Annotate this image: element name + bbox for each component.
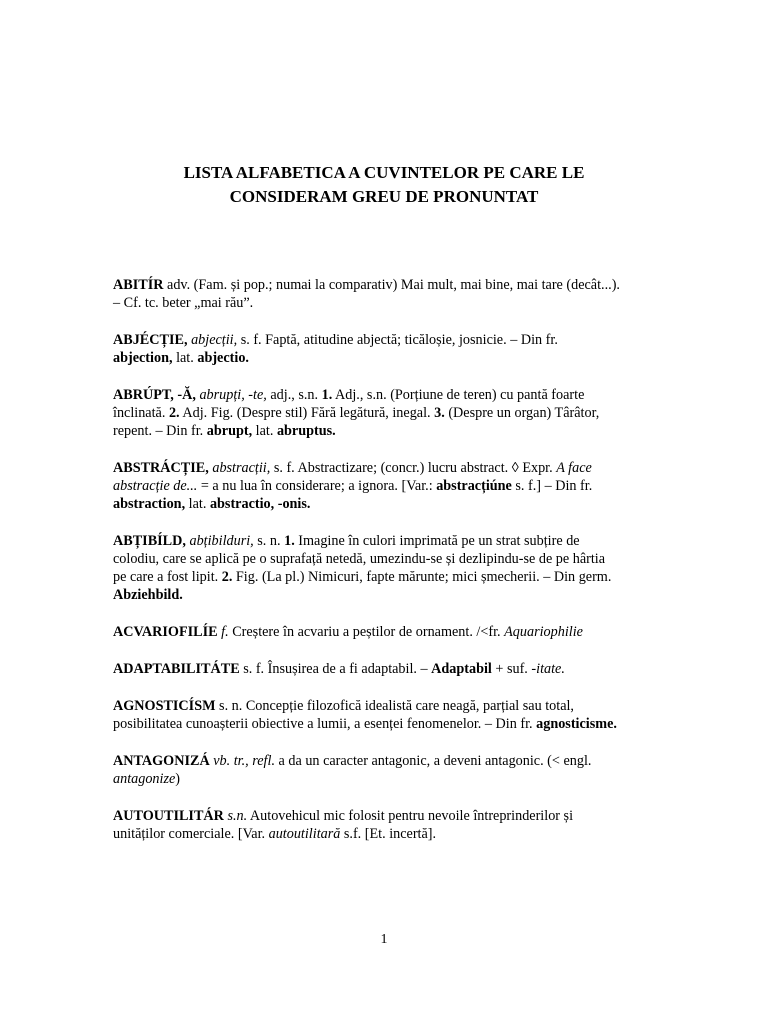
- page-title: [0, 161, 768, 209]
- entry-italic-text: abjecții,: [191, 332, 238, 348]
- entry-bold-text: ACVARIOFILÍE: [113, 624, 218, 640]
- entry-bold-text: ANTAGONIZÁ: [113, 753, 210, 769]
- entry-line: [113, 276, 653, 294]
- dictionary-entry: [113, 623, 653, 641]
- entry-bold-text: AGNOSTICÍSM: [113, 698, 216, 714]
- entry-bold-text: ABITÍR: [113, 277, 164, 293]
- entry-line: [113, 404, 653, 422]
- entry-bold-text: 2.: [221, 569, 233, 585]
- entry-italic-text: -itate.: [531, 661, 565, 677]
- entry-italic-text: abstracție de...: [113, 478, 198, 494]
- entry-text: = a nu lua în considerare; a ignora. [Var.:: [197, 478, 437, 494]
- entry-text: s.f. [Et. incertă].: [340, 826, 437, 842]
- dictionary-entry: [113, 807, 653, 843]
- dictionary-entry: [113, 752, 653, 788]
- entry-line: [113, 422, 653, 440]
- entry-text: s. f. Abstractizare; (concr.) lucru abstract. ◊ Expr.: [270, 460, 557, 476]
- entry-bold-text: 1.: [321, 387, 333, 403]
- dictionary-entry-list: [113, 276, 653, 862]
- entry-line: [113, 623, 653, 641]
- entry-line: [113, 386, 653, 404]
- entry-bold-text: agnosticisme.: [536, 716, 617, 732]
- entry-bold-text: abstracțiúne: [436, 478, 512, 494]
- entry-text: colodiu, care se aplică pe o suprafață netedă, umezindu-se și dezlipindu-se de pe hârtia: [113, 551, 606, 567]
- entry-text: înclinată.: [113, 405, 169, 421]
- dictionary-entry: [113, 331, 653, 367]
- entry-text: – Cf. tc. beter „mai rău”.: [113, 295, 254, 311]
- dictionary-entry: [113, 660, 653, 678]
- page-title-line-2: CONSIDERAM GREU DE PRONUNTAT: [229, 187, 539, 206]
- entry-text: + suf.: [491, 661, 532, 677]
- entry-text: adv. (Fam. și pop.; numai la comparativ) Mai mult, mai bine, mai tare (decât...).: [163, 277, 620, 293]
- entry-line: [113, 459, 653, 477]
- entry-line: [113, 697, 653, 715]
- entry-bold-text: ABSTRÁCȚIE,: [113, 460, 209, 476]
- entry-italic-text: autoutilitară: [268, 826, 341, 842]
- entry-text: (Despre un organ) Târâtor,: [444, 405, 600, 421]
- dictionary-entry: [113, 532, 653, 604]
- entry-bold-text: abstraction,: [113, 496, 186, 512]
- entry-bold-text: abruptus.: [276, 423, 336, 439]
- entry-bold-text: Adaptabil: [431, 661, 492, 677]
- entry-text: Creștere în acvariu a peștilor de ornament. /<fr.: [228, 624, 505, 640]
- entry-bold-text: abstractio, -onis.: [209, 496, 311, 512]
- entry-bold-text: ABJÉCȚIE,: [113, 332, 188, 348]
- entry-text: Adj. Fig. (Despre stil) Fără legătură, inegal.: [179, 405, 435, 421]
- dictionary-entry: [113, 459, 653, 513]
- entry-bold-text: ABRÚPT, -Ă,: [113, 387, 196, 403]
- entry-italic-text: A face: [556, 460, 592, 476]
- entry-text: adj., s.n.: [266, 387, 322, 403]
- entry-text: a da un caracter antagonic, a deveni antagonic. (< engl.: [275, 753, 592, 769]
- entry-bold-text: 2.: [168, 405, 180, 421]
- entry-line: [113, 752, 653, 770]
- entry-bold-text: ADAPTABILITÁTE: [113, 661, 240, 677]
- dictionary-entry: [113, 276, 653, 312]
- dictionary-entry: [113, 386, 653, 440]
- entry-line: [113, 532, 653, 550]
- entry-line: [113, 825, 653, 843]
- entry-text: pe care a fost lipit.: [113, 569, 222, 585]
- entry-text: s. n. Concepție filozofică idealistă care neagă, parțial sau total,: [215, 698, 574, 714]
- entry-italic-text: vb. tr., refl.: [213, 753, 275, 769]
- entry-line: [113, 477, 653, 495]
- entry-text: s. f.] – Din fr.: [511, 478, 593, 494]
- entry-line: [113, 770, 653, 788]
- entry-line: [113, 550, 653, 568]
- entry-bold-text: abjectio.: [197, 350, 249, 366]
- entry-text: lat.: [185, 496, 210, 512]
- entry-line: [113, 807, 653, 825]
- entry-text: s. n.: [253, 533, 285, 549]
- entry-text: Imagine în culori imprimată pe un strat subțire de: [294, 533, 580, 549]
- entry-bold-text: AUTOUTILITÁR: [113, 808, 224, 824]
- entry-italic-text: antagonize: [113, 771, 176, 787]
- page-number: 1: [380, 932, 388, 947]
- entry-bold-text: abjection,: [113, 350, 173, 366]
- entry-bold-text: 3.: [434, 405, 445, 421]
- entry-italic-text: abțibilduri,: [189, 533, 254, 549]
- entry-bold-text: ABȚIBÍLD,: [113, 533, 186, 549]
- entry-italic-text: s.n.: [227, 808, 248, 824]
- entry-line: [113, 349, 653, 367]
- entry-text: Autovehicul mic folosit pentru nevoile întreprinderilor și: [247, 808, 574, 824]
- entry-bold-text: Abziehbild.: [113, 587, 183, 603]
- entry-text: Fig. (La pl.) Nimicuri, fapte mărunte; mici șmecherii. – Din germ.: [232, 569, 612, 585]
- entry-text: s. f. Însușirea de a fi adaptabil. –: [239, 661, 432, 677]
- entry-italic-text: Aquariophilie: [504, 624, 583, 640]
- entry-line: [113, 715, 653, 733]
- entry-italic-text: abrupți, -te,: [199, 387, 267, 403]
- entry-text: ): [175, 771, 180, 787]
- entry-text: s. f. Faptă, atitudine abjectă; ticăloșie, josnicie. – Din fr.: [237, 332, 558, 348]
- entry-line: [113, 331, 653, 349]
- entry-text: unităților comerciale. [Var.: [113, 826, 269, 842]
- entry-line: [113, 660, 653, 678]
- entry-line: [113, 568, 653, 586]
- entry-text: lat.: [172, 350, 198, 366]
- entry-bold-text: abrupt,: [206, 423, 253, 439]
- page-title-line-1: LISTA ALFABETICA A CUVINTELOR PE CARE LE: [183, 163, 585, 182]
- entry-italic-text: f.: [221, 624, 229, 640]
- dictionary-entry: [113, 697, 653, 733]
- entry-bold-text: 1.: [284, 533, 295, 549]
- entry-line: [113, 586, 653, 604]
- entry-text: lat.: [252, 423, 277, 439]
- entry-text: Adj., s.n. (Porțiune de teren) cu pantă foarte: [332, 387, 585, 403]
- entry-italic-text: abstracții,: [212, 460, 271, 476]
- entry-line: [113, 495, 653, 513]
- entry-line: [113, 294, 653, 312]
- entry-text: repent. – Din fr.: [113, 423, 207, 439]
- entry-text: posibilitatea cunoașterii obiective a lumii, a esenței fenomenelor. – Din fr.: [113, 716, 537, 732]
